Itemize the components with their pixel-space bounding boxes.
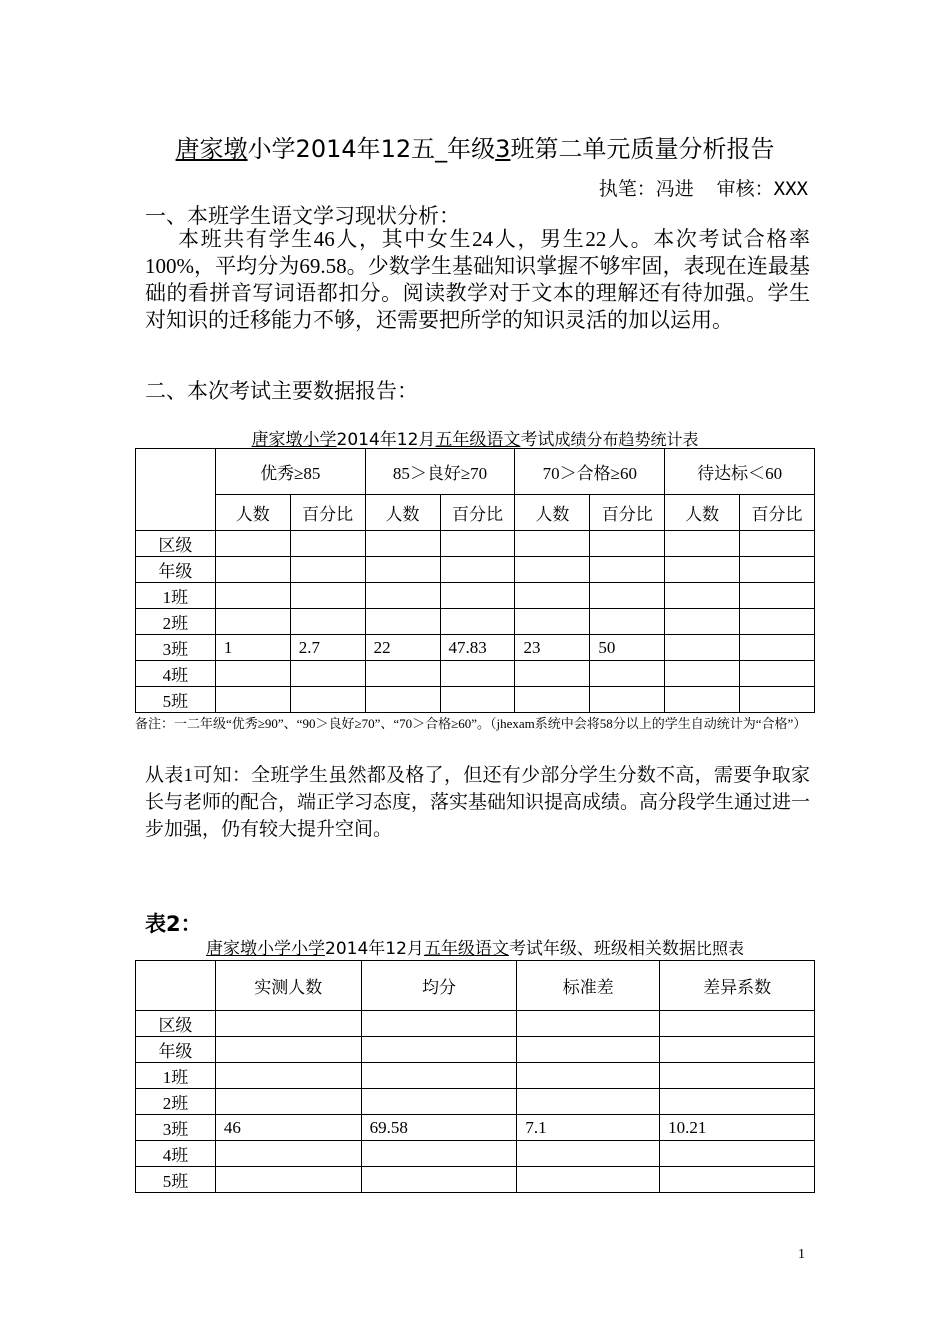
table-row	[136, 609, 815, 635]
table-cell	[515, 687, 590, 713]
section1-heading: 一、本班学生语文学习现状分析：	[145, 204, 460, 228]
table-cell	[365, 557, 440, 583]
table-cell	[665, 609, 740, 635]
table-row	[136, 635, 815, 661]
table-cell	[361, 1063, 517, 1089]
title-part1: 小学2014年12五	[247, 135, 436, 163]
table2-caption	[0, 934, 950, 959]
row-label: 5班	[136, 1167, 216, 1193]
table-cell	[440, 583, 515, 609]
table1-subheader: 人数	[215, 495, 290, 531]
row-label: 年级	[136, 1037, 216, 1063]
table-cell	[365, 661, 440, 687]
page-number: 1	[798, 1247, 805, 1262]
table-cell	[290, 531, 365, 557]
table-cell	[517, 1089, 660, 1115]
row-label: 1班	[136, 583, 216, 609]
table-cell	[215, 687, 290, 713]
table-cell	[740, 531, 815, 557]
conclusion-paragraph: 从表1可知：全班学生虽然都及格了，但还有少部分学生分数不高，需要争取家长与老师的配合，端正学习态度，落实基础知识提高成绩。高分段学生通过进一步加强，仍有较大提升空间。	[145, 765, 811, 840]
table-row	[136, 1089, 815, 1115]
table-cell	[365, 609, 440, 635]
table-cell	[517, 1167, 660, 1193]
table-cell	[361, 1089, 517, 1115]
table-cell	[517, 1141, 660, 1167]
page-title	[0, 132, 950, 166]
title-part2: 年级	[447, 135, 496, 163]
table-cell	[215, 1167, 361, 1193]
table-cell	[740, 609, 815, 635]
table-cell	[215, 609, 290, 635]
table-cell	[660, 1089, 815, 1115]
table-cell	[361, 1037, 517, 1063]
table-cell: 69.58	[361, 1115, 517, 1141]
row-label: 区级	[136, 531, 216, 557]
table-cell	[440, 557, 515, 583]
table2-header: 差异系数	[660, 961, 815, 1011]
table-row	[136, 557, 815, 583]
table1-group-header: 优秀≥85	[215, 449, 365, 495]
section1-paragraph: 本班共有学生46人，其中女生24人，男生22人。本次考试合格率100%，平均分为69.58。少数学生基础知识掌握不够牢固，表现在连最基础的看拼音写词语都扣分。阅读教学对于文本的理解还有待加强。学生对知识的迁移能力不够，还需要把所学的知识灵活的加以运用。	[145, 227, 810, 332]
row-label: 4班	[136, 661, 216, 687]
table1-subheader: 百分比	[440, 495, 515, 531]
table-cell	[365, 687, 440, 713]
table-cell	[590, 609, 665, 635]
table-cell	[290, 661, 365, 687]
title-blank: _	[435, 135, 448, 163]
table-cell	[361, 1011, 517, 1037]
table-row	[136, 531, 815, 557]
table1-caption-school: 唐家墩小学	[251, 430, 337, 450]
table-cell	[515, 661, 590, 687]
table-cell	[215, 583, 290, 609]
table1-group-header: 85＞良好≥70	[365, 449, 515, 495]
table-cell	[215, 531, 290, 557]
title-part3: 班第二单元质量分析报告	[510, 135, 775, 163]
row-label: 年级	[136, 557, 216, 583]
table-cell	[740, 583, 815, 609]
table-cell	[660, 1011, 815, 1037]
table-cell	[215, 1141, 361, 1167]
table-cell	[517, 1063, 660, 1089]
table-cell	[215, 1011, 361, 1037]
table-cell	[665, 583, 740, 609]
row-label: 区级	[136, 1011, 216, 1037]
table-cell	[517, 1037, 660, 1063]
row-label: 1班	[136, 1063, 216, 1089]
table-row	[136, 1011, 815, 1037]
table-cell	[590, 687, 665, 713]
table-cell	[290, 583, 365, 609]
score-distribution-table	[135, 448, 815, 713]
table-cell	[665, 687, 740, 713]
table-cell	[590, 531, 665, 557]
table-cell	[660, 1063, 815, 1089]
table-row	[136, 1037, 815, 1063]
section2-heading: 二、本次考试主要数据报告：	[145, 379, 418, 403]
table-cell	[515, 531, 590, 557]
title-school: 唐家墩	[175, 135, 248, 163]
table-row	[136, 1115, 815, 1141]
table-row	[136, 1063, 815, 1089]
table2-header: 均分	[361, 961, 517, 1011]
table-cell	[590, 583, 665, 609]
table-cell: 2.7	[290, 635, 365, 661]
table-row	[136, 687, 815, 713]
table-cell: 22	[365, 635, 440, 661]
table-cell	[660, 1167, 815, 1193]
table1-group-header: 70＞合格≥60	[515, 449, 665, 495]
table-cell	[361, 1141, 517, 1167]
table-cell: 50	[590, 635, 665, 661]
table-cell	[740, 687, 815, 713]
table2-header: 标准差	[517, 961, 660, 1011]
table2-label: 表2：	[145, 912, 202, 936]
row-label: 2班	[136, 609, 216, 635]
row-label: 5班	[136, 687, 216, 713]
row-label: 3班	[136, 1115, 216, 1141]
table1-subheader: 百分比	[740, 495, 815, 531]
table-cell	[365, 583, 440, 609]
table1-subheader: 百分比	[290, 495, 365, 531]
table-cell	[665, 635, 740, 661]
table-cell	[215, 661, 290, 687]
table-cell	[290, 557, 365, 583]
table-cell	[440, 687, 515, 713]
table-cell	[290, 687, 365, 713]
table-cell	[215, 1063, 361, 1089]
table-row	[136, 583, 815, 609]
table-cell: 46	[215, 1115, 361, 1141]
table-cell: 23	[515, 635, 590, 661]
table-cell	[515, 583, 590, 609]
table-cell	[665, 661, 740, 687]
table1-caption	[0, 425, 950, 450]
table-cell	[365, 531, 440, 557]
table-cell	[515, 609, 590, 635]
table-row	[136, 1141, 815, 1167]
table2-caption-exam: 考试年级、班级相关数据	[508, 939, 696, 959]
table-cell	[215, 557, 290, 583]
table-cell: 1	[215, 635, 290, 661]
row-label: 3班	[136, 635, 216, 661]
table-cell	[590, 661, 665, 687]
table-cell	[290, 609, 365, 635]
table2-caption-school: 唐家墩小学小学	[206, 939, 326, 959]
table-cell	[665, 557, 740, 583]
table1-group-header: 待达标＜60	[665, 449, 815, 495]
table-cell	[440, 661, 515, 687]
table1-caption-grade: 五年级语文	[435, 430, 521, 450]
table-cell	[517, 1011, 660, 1037]
table1-caption-date: 2014年12月	[336, 430, 436, 450]
class-comparison-table	[135, 960, 815, 1193]
table-row	[136, 661, 815, 687]
author-line: 执笔：冯进 审核：XXX	[598, 178, 808, 200]
table1-corner-cell	[136, 449, 216, 531]
table-cell	[590, 557, 665, 583]
table-row	[136, 1167, 815, 1193]
table-cell: 7.1	[517, 1115, 660, 1141]
table1-subheader: 人数	[515, 495, 590, 531]
table2-caption-rest: 比照表	[695, 941, 744, 958]
table2-header: 实测人数	[215, 961, 361, 1011]
table-cell	[740, 661, 815, 687]
table-cell	[515, 557, 590, 583]
table1-caption-exam: 考试	[520, 430, 555, 450]
table-cell	[440, 609, 515, 635]
table-cell	[740, 635, 815, 661]
row-label: 2班	[136, 1089, 216, 1115]
table-cell	[361, 1167, 517, 1193]
title-class: 3	[495, 135, 511, 163]
table-cell	[215, 1037, 361, 1063]
table2-caption-date: 2014年12月	[325, 939, 424, 959]
table-cell	[665, 531, 740, 557]
table2-caption-grade: 五年级语文	[423, 939, 509, 959]
table-cell: 47.83	[440, 635, 515, 661]
table2-corner-cell	[136, 961, 216, 1011]
table1-caption-rest: 成绩分布趋势统计表	[554, 432, 699, 449]
table1-subheader: 人数	[365, 495, 440, 531]
table-cell	[660, 1141, 815, 1167]
table-cell	[740, 557, 815, 583]
row-label: 4班	[136, 1141, 216, 1167]
table1-subheader: 人数	[665, 495, 740, 531]
table1-note: 备注：一二年级“优秀≥90”、“90＞良好≥70”、“70＞合格≥60”。（jhexam系统中会将58分以上的学生自动统计为“合格”）	[135, 716, 807, 731]
table-cell	[215, 1089, 361, 1115]
table-cell	[660, 1037, 815, 1063]
table-cell: 10.21	[660, 1115, 815, 1141]
table-cell	[440, 531, 515, 557]
table1-subheader: 百分比	[590, 495, 665, 531]
